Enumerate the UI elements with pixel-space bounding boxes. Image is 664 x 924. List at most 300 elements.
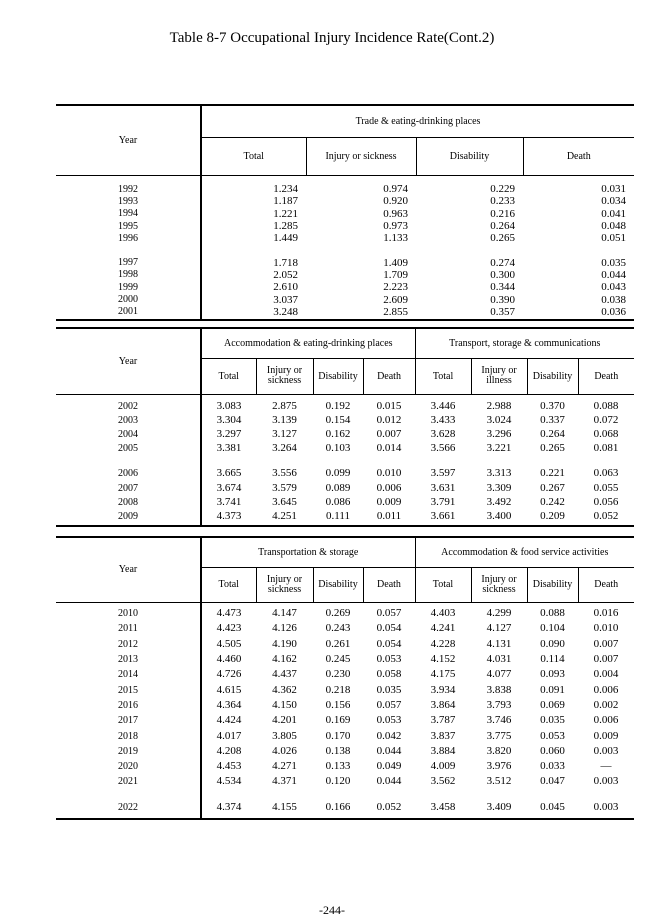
value-cell: 0.004	[593, 668, 619, 681]
value-cell: 0.053	[376, 714, 402, 727]
value-cell: 3.296	[486, 427, 512, 440]
column-header: Injury or sickness	[471, 567, 527, 602]
year-cell: 2017	[118, 715, 138, 727]
value-cell: 3.820	[486, 744, 512, 757]
value-cell: 3.661	[430, 509, 456, 522]
table-row	[56, 232, 634, 244]
value-cell: 0.370	[540, 399, 565, 412]
value-cell: 0.300	[490, 268, 515, 281]
value-cell: 3.409	[486, 800, 512, 813]
column-header: Death	[578, 358, 634, 394]
value-cell: 0.036	[601, 305, 627, 318]
value-cell: 2.223	[383, 281, 408, 294]
value-cell: 0.267	[540, 481, 565, 494]
value-cell: 0.390	[490, 293, 515, 306]
value-cell: 0.264	[540, 427, 565, 440]
table-row	[56, 269, 634, 281]
value-cell: 4.152	[430, 653, 456, 666]
value-cell: 0.069	[540, 698, 565, 711]
table-row	[56, 293, 634, 305]
value-cell: 3.400	[486, 509, 512, 522]
column-header: Injury or sickness	[306, 137, 416, 175]
value-cell: 3.556	[272, 467, 297, 480]
value-cell: 0.209	[540, 509, 565, 522]
value-cell: 0.169	[325, 714, 351, 727]
value-cell: 0.091	[540, 683, 565, 696]
table-row	[56, 698, 634, 713]
value-cell: 3.433	[430, 413, 456, 426]
table-row	[56, 208, 634, 220]
value-cell: 3.674	[201, 481, 256, 495]
value-cell: 3.248	[201, 306, 306, 318]
year-cell: 2010	[118, 608, 138, 620]
year-cell: 2015	[118, 684, 138, 696]
column-header: Total	[415, 358, 471, 394]
value-cell: 4.534	[201, 774, 256, 789]
value-cell: 0.233	[490, 195, 515, 208]
value-cell: 4.026	[272, 744, 297, 757]
table-row	[56, 467, 634, 481]
value-cell: 4.031	[486, 653, 512, 666]
value-cell: 0.016	[593, 607, 619, 620]
table-row	[56, 281, 634, 293]
value-cell: 3.934	[430, 683, 456, 696]
value-cell: 3.837	[430, 729, 456, 742]
value-cell: 0.009	[376, 495, 402, 508]
value-cell: 0.003	[593, 744, 619, 757]
value-cell: 0.048	[601, 220, 627, 233]
year-cell: 2006	[118, 468, 138, 480]
value-cell: 0.047	[540, 775, 565, 788]
value-cell: 4.190	[272, 637, 297, 650]
value-cell: 4.437	[272, 668, 297, 681]
value-cell: 0.052	[593, 509, 619, 522]
value-cell: 0.216	[490, 207, 515, 220]
value-cell: 0.007	[376, 427, 402, 440]
value-cell: 0.242	[540, 495, 565, 508]
value-cell: 3.741	[201, 495, 256, 509]
value-cell: 0.014	[376, 442, 402, 455]
column-header: Disability	[416, 137, 523, 175]
year-cell: 2003	[118, 414, 138, 426]
table-row	[56, 713, 634, 728]
value-cell: 0.269	[325, 607, 351, 620]
table-row	[56, 427, 634, 441]
value-cell: 0.035	[376, 683, 402, 696]
value-cell: 0.344	[490, 281, 515, 294]
year-cell: 1994	[118, 208, 138, 220]
value-cell: 0.088	[593, 399, 619, 412]
value-cell: 4.371	[272, 775, 297, 788]
value-cell: 3.791	[430, 495, 456, 508]
table-row	[56, 413, 634, 427]
value-cell: 0.072	[593, 413, 619, 426]
value-cell: 1.718	[201, 256, 306, 268]
value-cell: 0.274	[490, 256, 515, 269]
table-row	[56, 682, 634, 697]
column-header: Disability	[527, 358, 578, 394]
value-cell: 3.381	[201, 442, 256, 456]
column-header: Injury or illness	[471, 358, 527, 394]
value-cell: 3.562	[430, 775, 456, 788]
value-cell: 3.083	[201, 399, 256, 413]
value-cell: 3.579	[272, 481, 297, 494]
year-cell: 2008	[118, 496, 138, 508]
value-cell: 0.011	[376, 509, 402, 522]
value-cell: 0.090	[540, 637, 565, 650]
value-cell: 0.089	[325, 481, 351, 494]
value-cell: 4.423	[201, 621, 256, 636]
table-row	[56, 220, 634, 232]
table-row	[56, 759, 634, 774]
year-cell: 2013	[118, 654, 138, 666]
value-cell: 4.201	[272, 714, 297, 727]
value-cell: 3.313	[486, 467, 512, 480]
year-header: Year	[56, 328, 201, 394]
year-header: Year	[56, 537, 201, 602]
value-cell: 0.229	[490, 183, 515, 196]
value-cell: 0.104	[540, 622, 565, 635]
value-cell: 4.126	[272, 622, 297, 635]
value-cell: 0.012	[376, 413, 402, 426]
column-header: Injury or sickness	[256, 358, 313, 394]
table-row	[56, 495, 634, 509]
value-cell: 0.033	[540, 760, 565, 773]
value-cell: 3.775	[486, 729, 512, 742]
value-cell: 0.010	[376, 467, 402, 480]
value-cell: 0.053	[376, 653, 402, 666]
value-cell: 3.645	[272, 495, 297, 508]
value-cell: 0.093	[540, 668, 565, 681]
value-cell: 3.628	[430, 427, 456, 440]
value-cell: 0.974	[383, 183, 408, 196]
year-cell: 2009	[118, 510, 138, 522]
value-cell: 2.052	[201, 269, 306, 281]
value-cell: 0.041	[601, 207, 627, 220]
value-cell: 3.631	[430, 481, 456, 494]
year-cell: 2007	[118, 482, 138, 494]
value-cell: 0.003	[593, 775, 619, 788]
page-number: -244-	[319, 903, 345, 917]
value-cell: 0.054	[376, 622, 402, 635]
value-cell: 0.003	[593, 800, 619, 813]
value-cell: 3.037	[201, 293, 306, 305]
value-cell: 0.015	[376, 399, 402, 412]
value-cell: 0.088	[540, 607, 565, 620]
value-cell: 0.051	[601, 232, 627, 245]
year-cell: 2020	[118, 761, 138, 773]
value-cell: 0.166	[325, 800, 351, 813]
table-row	[56, 183, 634, 195]
group-header-b: Transport, storage & communications	[415, 328, 634, 358]
value-cell: 4.362	[272, 683, 297, 696]
value-cell: 4.453	[201, 759, 256, 774]
value-cell: 0.973	[383, 220, 408, 233]
value-cell: 3.884	[430, 744, 456, 757]
value-cell: 4.228	[430, 637, 456, 650]
value-cell: 3.787	[430, 714, 456, 727]
value-cell: 4.155	[272, 800, 297, 813]
value-cell: 0.054	[376, 637, 402, 650]
value-cell: 3.139	[272, 413, 297, 426]
value-cell: 4.271	[272, 760, 297, 773]
value-cell: 4.162	[272, 653, 297, 666]
value-cell: 4.424	[201, 713, 256, 728]
value-cell: 0.221	[540, 467, 565, 480]
value-cell: —	[600, 760, 612, 773]
column-header: Disability	[527, 567, 578, 602]
value-cell: 3.665	[201, 467, 256, 481]
value-cell: 3.221	[486, 442, 512, 455]
value-cell: 0.261	[325, 637, 351, 650]
value-cell: 3.512	[486, 775, 512, 788]
column-header: Total	[201, 137, 306, 175]
table-row	[56, 399, 634, 413]
value-cell: 3.297	[201, 427, 256, 441]
value-cell: 3.838	[486, 683, 512, 696]
value-cell: 3.597	[430, 467, 456, 480]
value-cell: 4.241	[430, 622, 456, 635]
year-cell: 2011	[118, 623, 138, 635]
value-cell: 3.492	[486, 495, 512, 508]
value-cell: 2.610	[201, 281, 306, 293]
value-cell: 0.111	[326, 509, 350, 522]
table-row	[56, 652, 634, 667]
value-cell: 0.035	[540, 714, 565, 727]
value-cell: 4.460	[201, 652, 256, 667]
value-cell: 4.251	[272, 509, 297, 522]
value-cell: 3.976	[486, 760, 512, 773]
value-cell: 0.052	[376, 800, 402, 813]
value-cell: 0.035	[601, 256, 627, 269]
group-header-a: Transportation & storage	[201, 537, 415, 567]
value-cell: 2.609	[383, 293, 408, 306]
value-cell: 4.615	[201, 682, 256, 697]
year-cell: 2005	[118, 443, 138, 455]
value-cell: 2.988	[486, 399, 512, 412]
column-header: Total	[415, 567, 471, 602]
year-cell: 2014	[118, 669, 138, 681]
year-cell: 2012	[118, 638, 138, 650]
year-cell: 2019	[118, 745, 138, 757]
table-accommodation-transport	[56, 327, 634, 527]
year-cell: 1996	[118, 232, 138, 244]
value-cell: 4.017	[201, 728, 256, 743]
column-header: Disability	[313, 358, 363, 394]
table-row	[56, 744, 634, 759]
value-cell: 0.156	[325, 698, 351, 711]
year-cell: 2021	[118, 776, 138, 788]
year-cell: 1997	[118, 257, 138, 269]
value-cell: 4.374	[201, 800, 256, 815]
value-cell: 0.243	[325, 622, 351, 635]
value-cell: 0.120	[325, 775, 351, 788]
table-row	[56, 606, 634, 621]
value-cell: 0.963	[383, 207, 408, 220]
value-cell: 0.337	[540, 413, 565, 426]
value-cell: 0.049	[376, 760, 402, 773]
year-header: Year	[56, 105, 201, 175]
value-cell: 0.045	[540, 800, 565, 813]
table-row	[56, 637, 634, 652]
value-cell: 0.034	[601, 195, 627, 208]
value-cell: 0.058	[376, 668, 402, 681]
value-cell: 2.855	[383, 305, 408, 318]
value-cell: 3.793	[486, 698, 512, 711]
table-row	[56, 306, 634, 318]
group-header: Trade & eating-drinking places	[201, 105, 634, 137]
value-cell: 0.006	[593, 714, 619, 727]
value-cell: 0.044	[601, 268, 627, 281]
value-cell: 3.566	[430, 442, 456, 455]
year-cell: 1998	[118, 269, 138, 281]
value-cell: 3.446	[430, 399, 456, 412]
value-cell: 0.264	[490, 220, 515, 233]
value-cell: 0.043	[601, 281, 627, 294]
value-cell: 4.373	[201, 509, 256, 523]
year-cell: 1999	[118, 281, 138, 293]
value-cell: 0.044	[376, 775, 402, 788]
value-cell: 4.726	[201, 667, 256, 682]
value-cell: 1.133	[383, 232, 408, 245]
table-row	[56, 481, 634, 495]
year-cell: 2018	[118, 730, 138, 742]
table-row	[56, 774, 634, 789]
column-header: Total	[201, 567, 256, 602]
value-cell: 4.131	[486, 637, 512, 650]
page-title: Table 8-7 Occupational Injury Incidence Rate(Cont.2)	[169, 30, 495, 46]
table-row	[56, 195, 634, 207]
year-cell: 1995	[118, 220, 138, 232]
value-cell: 0.007	[593, 653, 619, 666]
table-row	[56, 621, 634, 636]
value-cell: 0.002	[593, 698, 619, 711]
group-header-b: Accommodation & food service activities	[415, 537, 634, 567]
value-cell: 0.060	[540, 744, 565, 757]
value-cell: 0.055	[593, 481, 619, 494]
column-header: Death	[578, 567, 634, 602]
table-row	[56, 667, 634, 682]
value-cell: 0.057	[376, 698, 402, 711]
value-cell: 0.230	[325, 668, 351, 681]
value-cell: 0.138	[325, 744, 351, 757]
value-cell: 0.357	[490, 305, 515, 318]
value-cell: 4.299	[486, 607, 512, 620]
value-cell: 1.449	[201, 232, 306, 244]
year-cell: 2016	[118, 699, 138, 711]
value-cell: 0.133	[325, 760, 351, 773]
value-cell: 1.285	[201, 220, 306, 232]
value-cell: 3.127	[272, 427, 297, 440]
value-cell: 1.187	[201, 195, 306, 207]
table-trade-eating	[56, 104, 634, 321]
value-cell: 0.086	[325, 495, 351, 508]
table-row	[56, 800, 634, 815]
year-cell: 2022	[118, 801, 138, 813]
value-cell: 0.063	[593, 467, 619, 480]
value-cell: 3.458	[430, 800, 456, 813]
column-header: Disability	[313, 567, 363, 602]
value-cell: 3.864	[430, 698, 456, 711]
value-cell: 0.006	[593, 683, 619, 696]
value-cell: 3.264	[272, 442, 297, 455]
value-cell: 0.010	[593, 622, 619, 635]
value-cell: 4.403	[430, 607, 456, 620]
value-cell: 4.364	[201, 698, 256, 713]
value-cell: 0.038	[601, 293, 627, 306]
table-row	[56, 256, 634, 268]
value-cell: 0.042	[376, 729, 402, 742]
year-cell: 2004	[118, 428, 138, 440]
value-cell: 0.044	[376, 744, 402, 757]
value-cell: 0.265	[490, 232, 515, 245]
column-header: Death	[363, 567, 415, 602]
table-row	[56, 442, 634, 456]
value-cell: 0.053	[540, 729, 565, 742]
value-cell: 0.006	[376, 481, 402, 494]
value-cell: 0.057	[376, 607, 402, 620]
year-cell: 2002	[118, 400, 138, 412]
value-cell: 0.920	[383, 195, 408, 208]
value-cell: 1.409	[383, 256, 408, 269]
year-cell: 1992	[118, 183, 138, 195]
value-cell: 0.009	[593, 729, 619, 742]
value-cell: 0.265	[540, 442, 565, 455]
value-cell: 4.208	[201, 744, 256, 759]
value-cell: 3.746	[486, 714, 512, 727]
table-transportation-foodservice	[56, 536, 634, 820]
value-cell: 1.709	[383, 268, 408, 281]
value-cell: 0.114	[540, 653, 565, 666]
value-cell: 0.103	[325, 442, 351, 455]
value-cell: 3.304	[201, 413, 256, 427]
value-cell: 3.309	[486, 481, 512, 494]
value-cell: 4.505	[201, 637, 256, 652]
value-cell: 0.245	[325, 653, 351, 666]
value-cell: 4.150	[272, 698, 297, 711]
value-cell: 0.068	[593, 427, 619, 440]
value-cell: 0.170	[325, 729, 351, 742]
value-cell: 0.154	[325, 413, 351, 426]
value-cell: 4.147	[272, 607, 297, 620]
value-cell: 3.805	[272, 729, 297, 742]
value-cell: 0.031	[601, 183, 627, 196]
value-cell: 0.192	[325, 399, 351, 412]
value-cell: 4.009	[430, 760, 456, 773]
value-cell: 4.473	[201, 606, 256, 621]
year-cell: 2001	[118, 306, 138, 318]
value-cell: 4.077	[486, 668, 512, 681]
column-header: Injury or sickness	[256, 567, 313, 602]
column-header: Death	[363, 358, 415, 394]
column-header: Death	[523, 137, 634, 175]
column-header: Total	[201, 358, 256, 394]
value-cell: 3.024	[486, 413, 512, 426]
value-cell: 0.056	[593, 495, 619, 508]
year-cell: 2000	[118, 294, 138, 306]
value-cell: 0.099	[325, 467, 351, 480]
group-header-a: Accommodation & eating-drinking places	[201, 328, 415, 358]
value-cell: 4.127	[486, 622, 512, 635]
value-cell: 0.081	[593, 442, 619, 455]
value-cell: 1.234	[201, 183, 306, 195]
value-cell: 4.175	[430, 668, 456, 681]
value-cell: 0.007	[593, 637, 619, 650]
table-row	[56, 728, 634, 743]
year-cell: 1993	[118, 195, 138, 207]
value-cell: 0.218	[325, 683, 351, 696]
value-cell: 2.875	[272, 399, 297, 412]
